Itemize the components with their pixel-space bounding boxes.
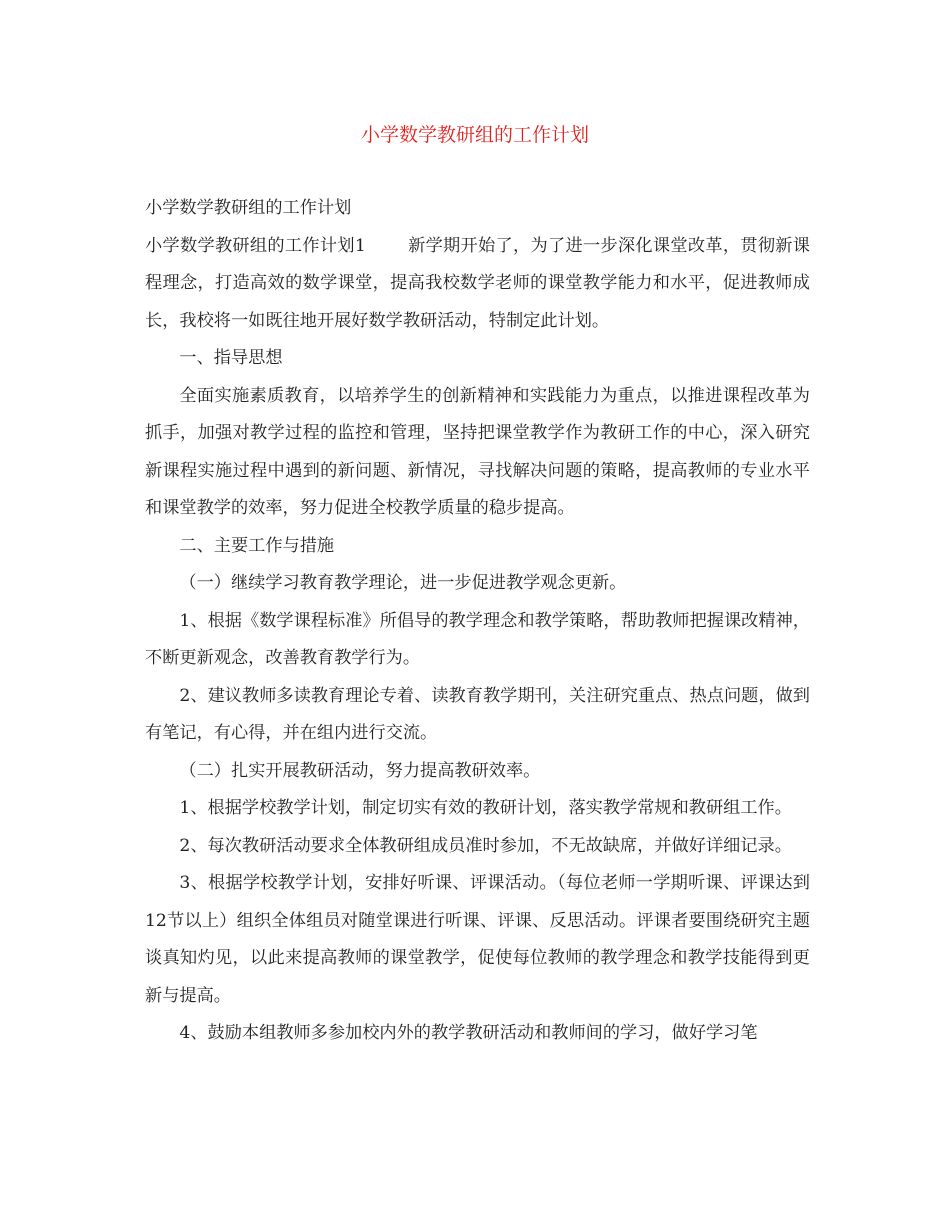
intro-label: 小学数学教研组的工作计划1 [145, 235, 366, 256]
document-subtitle: 小学数学教研组的工作计划 [145, 198, 352, 218]
section-heading-guiding-thought: 一、指导思想 [179, 348, 283, 368]
document-body [145, 190, 810, 1053]
paragraph-guiding-thought: 全面实施素质教育，以培养学生的创新精神和实践能力为重点，以推进课程改革为抓手，加强对教学过程的监控和管理，坚持把课堂教学作为教研工作的中心，深入研究新课程实施过程中遇到的新问题、新情况，寻找解决问题的策略，提高教师的专业水平和课堂教学的效率，努力促进全校教学质量的稳步提高。 [145, 385, 810, 518]
paragraph-item-1a: 1、根据《数学课程标准》所倡导的教学理念和教学策略，帮助教师把握课改精神，不断更新观念，改善教育教学行为。 [145, 610, 810, 668]
paragraph-item-4b: 4、鼓励本组教师多参加校内外的教学教研活动和教师间的学习，做好学习笔 [179, 1023, 758, 1043]
intro-paragraph [145, 228, 810, 341]
section-heading-main-work: 二、主要工作与措施 [179, 535, 335, 556]
subsection-heading-theory: （一）继续学习教育教学理论，进一步促进教学观念更新。 [179, 573, 627, 593]
document-title: 小学数学教研组的工作计划 [360, 124, 589, 146]
paragraph-item-1b: 1、根据学校教学计划，制定切实有效的教研计划，落实教学常规和教研组工作。 [179, 798, 792, 818]
paragraph-item-2b: 2、每次教研活动要求全体教研组成员准时参加，不无故缺席，并做好详细记录。 [179, 835, 792, 856]
paragraph-item-2a: 2、建议教师多读教育理论专着、读教育教学期刊，关注研究重点、热点问题，做到有笔记，有心得，并在组内进行交流。 [145, 685, 810, 743]
subsection-heading-activities: （二）扎实开展教研活动，努力提高教研效率。 [179, 760, 541, 781]
intro-text: 新学期开始了，为了进一步深化课堂改革，贯彻新课程理念，打造高效的数学课堂，提高我校数学老师的课堂教学能力和水平，促进教师成长，我校将一如既往地开展好数学教研活动，特制定此计划。 [145, 235, 810, 331]
paragraph-item-3b: 3、根据学校教学计划，安排好听课、评课活动。（每位老师一学期听课、评课达到12节以上）组织全体组员对随堂课进行听课、评课、反思活动。评课者要围绕研究主题谈真知灼见，以此来提高教师的课堂教学，促使每位教师的教学理念和教学技能得到更新与提高。 [145, 873, 810, 1006]
